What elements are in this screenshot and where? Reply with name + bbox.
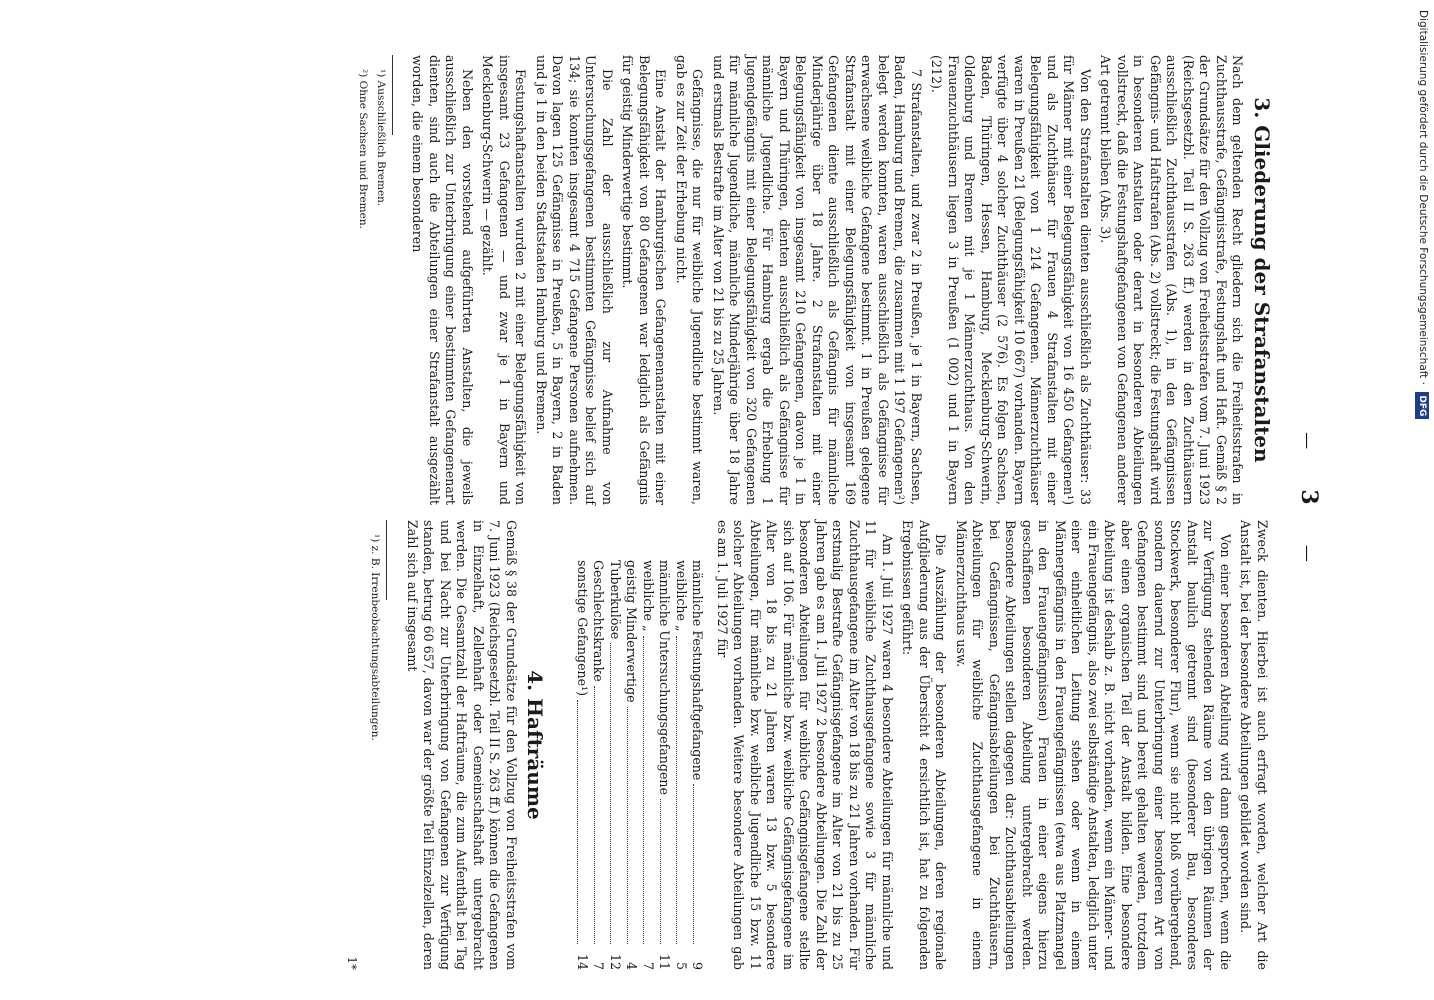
table-value: 4	[624, 961, 640, 970]
leader-dots	[677, 636, 690, 944]
table-row	[640, 520, 657, 970]
left-paragraph: Von den Strafanstalten dienten ausschließlich als Zuchthäuser: 33 für Männer mit einer Belegungsfähigkeit von 16 450 Gefangenen¹) und als Zuchthäuser für Frauen 4 Strafanstalten mit einer Belegungsfähigkeit von 1 214 Gefangenen. Männerzuchthäuser waren in Preußen 21 (Belegungsfähigkeit 10 667) vorhanden. Bayern verfügte über 4 solcher Zuchthäuser (2 576). Es folgen Sachsen, Baden, Thüringen, Hessen, Hamburg, Mecklenburg-Schwerin, Oldenburg und Bremen mit je 1 Männerzuchthaus. Von den Frauenzuchthäusern liegen 3 in Preußen (1 002) und 1 in Bayern (212).	[929, 55, 1093, 505]
right-paragraph: Am 1. Juli 1927 waren 4 besondere Abteilungen für männliche und 11 für weibliche Zuchthausgefangene sowie 3 für männliche Zuchthausgefangene im Alter von 18 bis zu 21 Jahren vorhanden. Für erstmalig Bestrafte Gefängnisgefangene im Alter von 21 bis zu 25 Jahren gab es am 1. Juli 1927 2 besondere Abteilungen. Die Zahl der besonderen Abteilungen für weibliche Gefängnisgefangene stellte sich auf 106. Für männliche bzw. weibliche Gefängnisgefangene im Alter von 18 bis zu 21 Jahren waren 13 bzw. 5 besondere Abteilungen, für männliche bzw. weibliche Jugendliche 15 bzw. 11 solcher Abteilungen vorhanden. Weitere besondere Abteilungen gab es am 1. Juli 1927 für	[715, 520, 895, 970]
page-header	[1296, 0, 1322, 1000]
left-paragraph: Nach dem geltenden Recht gliedern sich die Freiheitsstrafen in Zuchthausstrafe, Gefängnisstrafe, Festungshaft und Haft. Gemäß § 2 der Grundsätze für den Vollzug von Freiheitsstrafen vom 7. Juni 1923 (Reichsgesetzbl. Teil II S. 263 ff.) werden in den Zuchthäusern ausschließlich Zuchthausstrafen (Abs. 1), in den Gefängnissen Gefängnis- und Haftstrafen (Abs. 2) vollstreckt; die Festungshaft wird in besonderen Anstalten oder derart in besonderen Abteilungen vollstreckt, daß die Festungshaftgefangenen von Gefangenen anderer Art getrennt bleiben (Abs. 3).	[1098, 55, 1246, 505]
section-3-heading: 3. Gliederung der Strafanstalten	[1250, 97, 1274, 463]
leader-dots	[611, 643, 624, 944]
left-paragraph: Die Zahl der ausschließlich zur Aufnahme von Untersuchungsgefangenen bestimmten Gefängnisse belief sich auf 134; sie konnten insgesamt 4 715 Gefangene Personen aufnehmen. Davon lagen 125 Gefängnisse in Preußen, 5 in Bayern, 2 in Baden und je 1 in den beiden Stadtstaaten Hamburg und Bremen.	[534, 55, 615, 505]
table-label: männliche Festungshaftgefangene	[690, 560, 706, 781]
left-paragraph: Neben den vorstehend aufgeführten Anstalten, die jeweils ausschließlich zur Unterbringung einer bestimmten Gefangenenart dienten, sind auch die Abteilungen einer Strafanstalt ausgezählt worden, die einem besonderen	[410, 55, 475, 505]
right-paragraph: Zweck dienten. Hierbei ist auch erfragt worden, welcher Art die Anstalt ist, bei der besondere Abteilungen gebildet worden sind.	[1238, 520, 1270, 970]
table-value: 7	[591, 961, 607, 970]
table-row	[590, 520, 607, 970]
left-paragraph: Gefängnisse, die nur für weibliche Jugendliche bestimmt waren, gab es zur Zeit der Erhebung nicht.	[674, 55, 706, 505]
footnote: ²) Ohne Sachsen und Bremen.	[357, 69, 369, 229]
table-value: 14	[575, 953, 590, 970]
table-value: 9	[690, 961, 706, 970]
digitization-note-text: Digitalisierung gefördert durch die Deutsche Forschungsgemeinschaft ·	[1417, 10, 1429, 386]
leader-dots	[644, 636, 657, 944]
table-value: 12	[608, 953, 623, 970]
right-paragraph: Von einer besonderen Abteilung wird dann gesprochen, wenn die zur Verfügung stehenden Räume von den übrigen Räumen der Anstalt baulich getrennt sind (besonderer Bau, besonderes Stockwerk, besonderer Flur), wenn sie nicht bloß vorübergehend, sondern dauernd zur Unterbringung einer besonderen Art von Gefangenen bestimmt sind und bereit gehalten werden, trotzdem aber einen organischen Teil der Anstalt bilden. Eine besondere Abteilung ist deshalb z. B. nicht vorhanden, wenn ein Männer- und ein Frauengefängnis, also zwei selbständige Anstalten, lediglich unter einer einheitlichen Leitung stehen oder wenn in einem Männergefängnis in den Frauengefängnissen (etwa aus Platzmangel in den Frauengefängnissen) Frauen in einer eigens hierzu geschaffenen besonderen Abteilung untergebracht werden. Besondere Abteilungen stellen dagegen dar: Zuchthausabteilungen bei Gefängnissen, Gefängnisabteilungen bei Zuchthäusern, Abteilungen für weibliche Zuchthausgefangene in einem Männerzuchthaus usw.	[954, 520, 1233, 970]
table-value: 11	[657, 953, 673, 970]
leader-dots	[693, 784, 706, 944]
header-dash-right: —	[1297, 544, 1317, 568]
right-paragraph: Die Auszählung der besonderen Abteilungen, deren regionale Aufgliederung aus der Übersicht 4 ersichtlich ist, hat zu folgenden Ergebnissen geführt:	[900, 520, 949, 970]
special-departments-table	[574, 520, 706, 970]
table-label: weibliche „	[641, 560, 656, 632]
leader-dots	[594, 686, 607, 944]
right-paragraph: Gemäß § 38 der Grundsätze für den Vollzug von Freiheitsstrafen vom 7. Juni 1923 (Reichsgesetzbl. Teil II S. 263 ff.) können die Gefangenen in Einzelhaft, Zellenhaft oder Gemeinschaftshaft untergebracht werden. Die Gesamtzahl der Hafträume, die zum Aufenthalt bei Tag und bei Nacht zur Unterbringung von Gefangenen zur Verfügung standen, betrug 60 657, davon war der größte Teil Einzelzellen, deren Zahl sich auf insgesamt	[405, 520, 519, 970]
dfg-logo: DFG	[1415, 392, 1429, 419]
table-label: Tuberkulöse	[608, 560, 623, 640]
digitization-note	[1412, 10, 1432, 990]
footnote-rule	[392, 55, 393, 135]
table-label: Geschlechtskranke	[591, 560, 607, 682]
section-4-heading: 4. Hafträume	[523, 670, 548, 820]
footnote-rule	[387, 520, 388, 600]
table-label: sonstige Gefangene¹)	[575, 560, 590, 697]
header-dash-left: —	[1297, 432, 1317, 456]
table-row	[623, 520, 640, 970]
footnote: ¹) Ausschließlich Bremen.	[375, 69, 387, 207]
table-label: männliche Untersuchungsgefangene	[657, 560, 673, 795]
table-label: weibliche „	[674, 560, 689, 632]
table-row	[673, 520, 690, 970]
leader-dots	[627, 707, 640, 944]
table-row	[607, 520, 624, 970]
page-number: 3	[1296, 489, 1322, 511]
left-paragraph: 7 Strafanstalten, und zwar 2 in Preußen, je 1 in Bayern, Sachsen, Baden, Hamburg und Bremen, die zusammen mit 1 197 Gefangenen²) belegt werden konnten, waren ausschließlich als Gefängnisse für erwachsene weibliche Gefangene bestimmt. 1 in Preußen gelegene Strafanstalt mit einer Belegungsfähigkeit von insgesamt 169 Gefangenen diente ausschließlich als Gefängnis für männliche Minderjährige über 18 Jahre. 2 Strafanstalten mit einer Belegungsfähigkeit von insgesamt 210 Gefangenen, davon je 1 in Bayern und Thüringen, dienten ausschließlich als Gefängnisse für männliche Jugendliche. Für Hamburg ergab die Erhebung 1 Jugendgefängnis mit einer Belegungsfähigkeit von 320 Gefangenen für männliche Jugendliche, männliche Minderjährige über 18 Jahre und erstmals Bestrafte im Alter von 21 bis zu 25 Jahren.	[711, 55, 924, 505]
left-column	[352, 55, 1274, 505]
table-value: 7	[641, 961, 656, 970]
table-row	[656, 520, 673, 970]
left-paragraph: Festungshaftanstalten wurden 2 mit einer Belegungsfähigkeit von insgesamt 23 Gefangenen — und zwar je 1 in Bayern und Mecklenburg-Schwerin — gezählt.	[480, 55, 529, 505]
table-row	[689, 520, 706, 970]
left-paragraph: Eine Anstalt der Hamburgischen Gefangenenanstalten mit einer Belegungsfähigkeit von 80 Gefangenen war lediglich als Gefängnis für geistig Minderwertige bestimmt.	[620, 55, 669, 505]
right-column	[344, 520, 1270, 970]
table-label: geistig Minderwertige	[624, 560, 640, 703]
table-value: 5	[674, 961, 689, 970]
footnote: ¹) z. B. Irrenbeobachtungsabteilungen.	[369, 534, 382, 741]
leader-dots	[578, 700, 591, 944]
table-row	[574, 520, 591, 970]
signature-mark: 1*	[345, 956, 360, 970]
leader-dots	[660, 799, 673, 944]
